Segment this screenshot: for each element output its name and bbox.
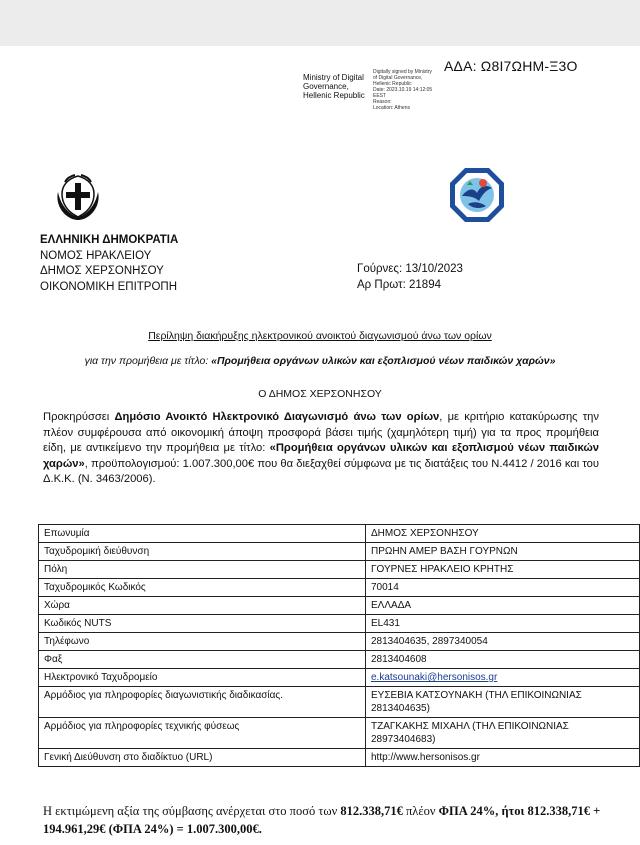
intro-bold-text: «Προμήθεια οργάνων υλικών και εξοπλισμού νέων παιδικών χαρών» [43,442,599,470]
row-label: Τηλέφωνο [39,633,366,651]
website-link[interactable]: http://www.hersonisos.gr [366,749,640,767]
row-label: Αρμόδιος για πληροφορίες διαγωνιστικής διαδικασίας. [39,687,366,718]
signature-detail-line: Hellenic Republic [373,81,412,87]
subject-name: «Προμήθεια οργάνων υλικών και εξοπλισμού νέων παιδικών χαρών» [211,355,556,367]
table-row [39,633,640,651]
row-value: ΔΗΜΟΣ ΧΕΡΣΟΝΗΣΟΥ [366,525,640,543]
row-value: ΓΟΥΡΝΕΣ ΗΡΑΚΛΕΙΟ ΚΡΗΤΗΣ [366,561,640,579]
signature-detail-line: Digitally signed by Ministry [373,69,432,75]
row-label: Ταχυδρομικός Κωδικός [39,579,366,597]
row-label: Επωνυμία [39,525,366,543]
row-label: Πόλη [39,561,366,579]
table-row [39,561,640,579]
signature-detail-line: Date: 2023.10.19 14:12:05 [373,87,433,93]
committee-line: ΟΙΚΟΝΟΜΙΚΗ ΕΠΙΤΡΟΠΗ [40,280,178,293]
table-row [39,687,640,718]
protocol-number: Αρ Πρωτ: 21894 [357,278,441,291]
coat-of-arms-icon [53,170,103,222]
row-value: ΕΛΛΑΔΑ [366,597,640,615]
table-row [39,543,640,561]
table-row [39,579,640,597]
contract-value-paragraph [43,802,609,838]
intro-bold-text: Δημόσιο Ανοικτό Ηλεκτρονικό Διαγωνισμό άνω των ορίων [114,411,440,423]
row-label: Ηλεκτρονικό Ταχυδρομείο [39,669,366,687]
table-row [39,749,640,767]
table-row [39,669,640,687]
row-label: Κωδικός NUTS [39,615,366,633]
signature-details [373,69,432,111]
intro-paragraph [43,410,599,488]
signature-detail-line: of Digital Governance, [373,75,423,81]
intro-text: Προκηρύσσει [43,411,115,423]
date-protocol-block [357,262,463,293]
row-label: Χώρα [39,597,366,615]
ada-code: ΑΔΑ: Ω8Ι7ΩΗΜ-Ξ3Ο [444,58,578,74]
signature-detail-line: Location: Athens [373,105,410,111]
intro-text: , προϋπολογισμού: 1.007.300,00€ που θα διεξαχθεί σύμφωνα με τις διατάξεις του Ν.4412 / 2016 και του Δ.Κ.Κ. (Ν. 3463/2006). [43,457,599,485]
row-label: Φαξ [39,651,366,669]
document-date: Γούρνες: 13/10/2023 [357,263,463,275]
row-label: Ταχυδρομική διεύθυνση [39,543,366,561]
signature-org-line: Ministry of Digital [303,73,364,82]
table-row [39,525,640,543]
row-value: ΕΥΣΕΒΙΑ ΚΑΤΣΟΥΝΑΚΗ (ΤΗΛ ΕΠΙΚΟΙΝΩΝΙΑΣ 2813404635) [366,687,640,718]
signature-org-line: Governance, [303,82,349,91]
footer-bold-text: 812.338,71€ [340,804,403,818]
municipality-line: ΔΗΜΟΣ ΧΕΡΣΟΝΗΣΟΥ [40,265,164,277]
subject-prefix: για την προμήθεια με τίτλο: [84,355,209,367]
email-link[interactable]: e.katsounaki@hersonisos.gr [366,669,640,687]
table-row [39,597,640,615]
row-value: ΠΡΩΗΝ ΑΜΕΡ ΒΑΣΗ ΓΟΥΡΝΩΝ [366,543,640,561]
footer-bold-text: ΦΠΑ 24%, ήτοι 812.338,71€ + 194.961,29€ (ΦΠΑ 24%) = 1.007.300,00€. [43,804,601,836]
table-row [39,651,640,669]
contracting-authority-table [38,524,640,767]
row-value: 2813404608 [366,651,640,669]
footer-text: πλέον [402,804,439,818]
subject-title [0,355,640,367]
row-label: Αρμόδιος για πληροφορίες τεχνικής φύσεως [39,718,366,749]
row-label: Γενική Διεύθυνση στο διαδίκτυο (URL) [39,749,366,767]
signature-org-line: Hellenic Republic [303,91,365,100]
footer-text: Η εκτιμώμενη αξία της σύμβασης ανέρχεται στο ποσό των [43,804,341,818]
row-value: ΤΖΑΓΚΑΚΗΣ ΜΙΧΑΗΛ (ΤΗΛ ΕΠΙΚΟΙΝΩΝΙΑΣ 28973404683) [366,718,640,749]
municipality-heading: Ο ΔΗΜΟΣ ΧΕΡΣΟΝΗΣΟΥ [258,388,382,400]
row-value: 2813404635, 2897340054 [366,633,640,651]
top-bar [0,0,640,46]
signature-organization [303,73,365,100]
municipality-logo-icon [448,166,506,224]
republic-line: ΕΛΛΗΝΙΚΗ ΔΗΜΟΚΡΑΤΙΑ [40,234,179,246]
row-value: EL431 [366,615,640,633]
prefecture-line: ΝΟΜΟΣ ΗΡΑΚΛΕΙΟΥ [40,249,152,262]
table-row [39,615,640,633]
summary-title: Περίληψη διακήρυξης ηλεκτρονικού ανοικτού διαγωνισμού άνω των ορίων [148,330,492,342]
signature-detail-line: Reason: [373,99,392,105]
table-row [39,718,640,749]
issuer-block [40,233,178,295]
row-value: 70014 [366,579,640,597]
intro-text: , με κριτήριο κατακύρωσης την πλέον συμφέρουσα από οικονομική άποψη προσφορά βάσει τιμής (χαμηλότερη τιμή) για τα προς προμήθεια είδη, με αντικείμενο την προμήθεια με τίτλο: [43,411,599,454]
signature-detail-line: EEST [373,93,387,99]
